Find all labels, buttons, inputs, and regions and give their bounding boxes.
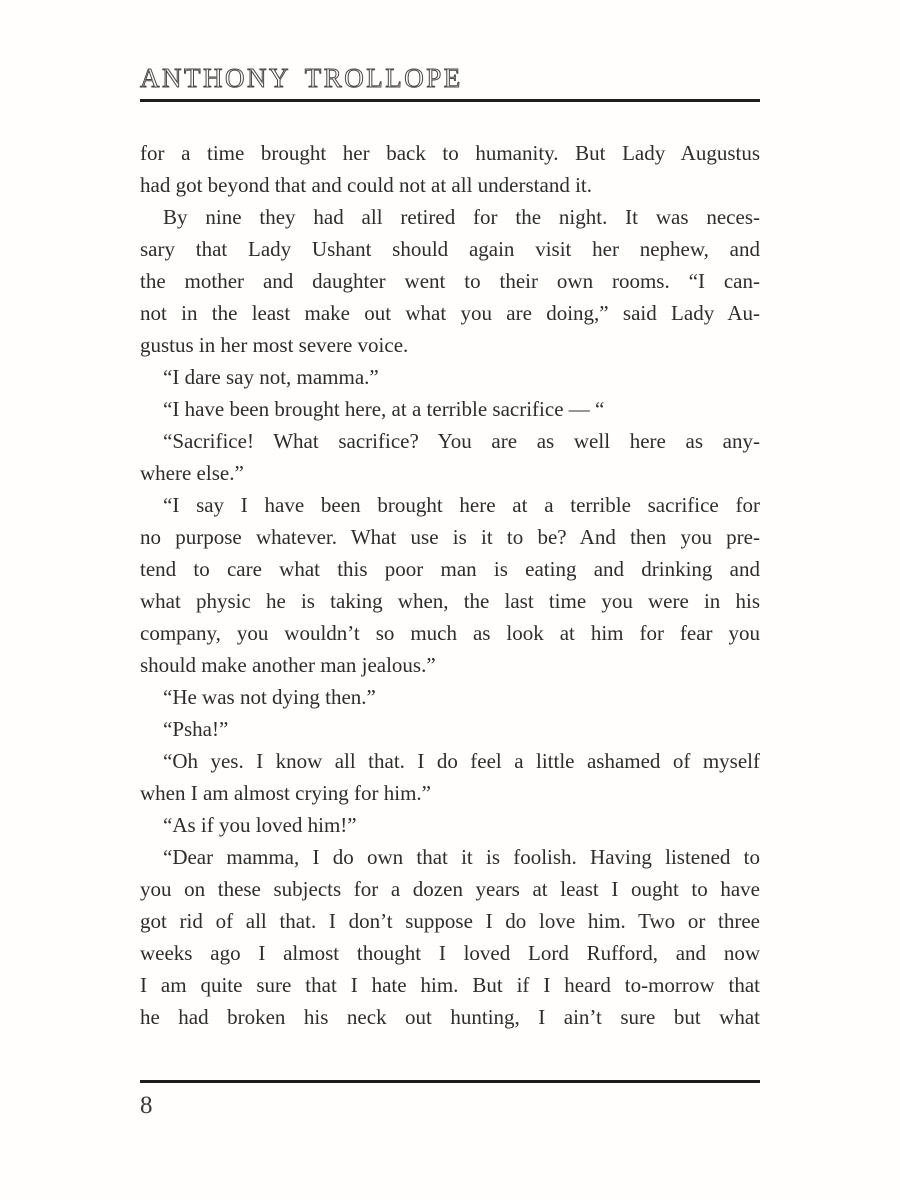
text-line: I am quite sure that I hate him. But if I heard to-morrow that	[140, 973, 760, 997]
text-line: had got beyond that and could not at all understand it.	[140, 173, 592, 197]
header-rule	[140, 99, 760, 102]
text-line: “Psha!”	[163, 717, 229, 741]
paragraph	[140, 681, 760, 713]
text-line: “He was not dying then.”	[163, 685, 376, 709]
paragraph	[140, 745, 760, 809]
text-line: “I dare say not, mamma.”	[163, 365, 379, 389]
text-line: where else.”	[140, 461, 244, 485]
paragraph	[140, 393, 760, 425]
text-line: no purpose whatever. What use is it to be? And then you pre-	[140, 525, 760, 549]
text-line: for a time brought her back to humanity. But Lady Augustus	[140, 141, 760, 165]
paragraph	[140, 489, 760, 681]
text-line: tend to care what this poor man is eating and drinking and	[140, 557, 760, 581]
paragraph	[140, 137, 760, 201]
paragraph	[140, 425, 760, 489]
text-line: “Sacrifice! What sacrifice? You are as well here as any-	[163, 429, 760, 453]
text-line: “Oh yes. I know all that. I do feel a little ashamed of myself	[163, 749, 760, 773]
text-line: “I say I have been brought here at a terrible sacrifice for	[163, 493, 760, 517]
paragraph	[140, 809, 760, 841]
paragraph	[140, 713, 760, 745]
text-line: not in the least make out what you are doing,” said Lady Au-	[140, 301, 760, 325]
text-line: sary that Lady Ushant should again visit her nephew, and	[140, 237, 760, 261]
text-line: “As if you loved him!”	[163, 813, 357, 837]
text-line: weeks ago I almost thought I loved Lord Rufford, and now	[140, 941, 760, 965]
text-line: should make another man jealous.”	[140, 653, 436, 677]
footer-rule	[140, 1080, 760, 1083]
text-line: company, you wouldn’t so much as look at him for fear you	[140, 621, 760, 645]
text-line: “I have been brought here, at a terrible sacrifice — “	[163, 397, 605, 421]
text-line: got rid of all that. I don’t suppose I do love him. Two or three	[140, 909, 760, 933]
text-line: he had broken his neck out hunting, I ain’t sure but what	[140, 1005, 760, 1029]
paragraph	[140, 361, 760, 393]
text-line: By nine they had all retired for the night. It was neces-	[163, 205, 760, 229]
page-number: 8	[140, 1092, 153, 1119]
text-line: when I am almost crying for him.”	[140, 781, 432, 805]
paragraph	[140, 201, 760, 361]
body-text	[140, 137, 760, 1033]
text-line: gustus in her most severe voice.	[140, 333, 409, 357]
text-line: what physic he is taking when, the last time you were in his	[140, 589, 760, 613]
text-line: “Dear mamma, I do own that it is foolish. Having listened to	[163, 845, 760, 869]
text-line: you on these subjects for a dozen years at least I ought to have	[140, 877, 760, 901]
paragraph	[140, 841, 760, 1033]
text-line: the mother and daughter went to their own rooms. “I can-	[140, 269, 760, 293]
running-header-author: ANTHONY TROLLOPE	[140, 63, 463, 93]
